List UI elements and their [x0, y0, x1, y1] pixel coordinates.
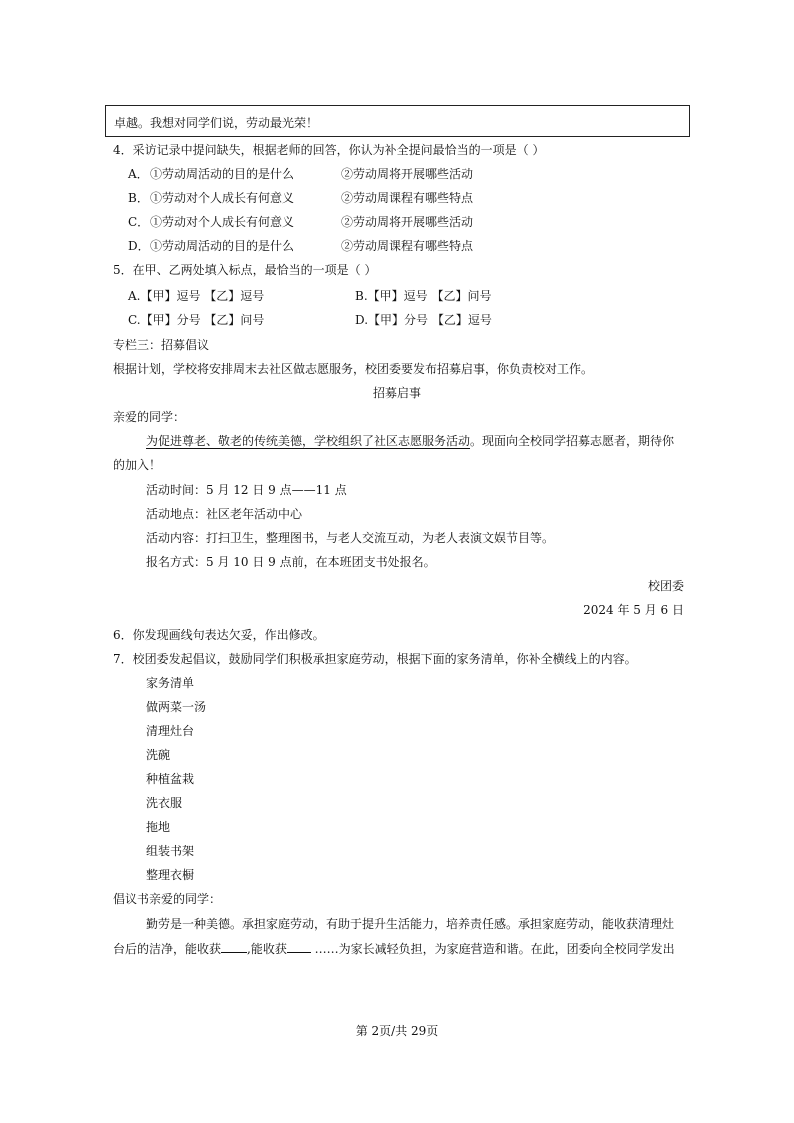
q5-stem: 5．在甲、乙两处填入标点，最恰当的一项是（ ）	[113, 263, 377, 277]
notice-signup: 报名方式：5 月 10 日 9 点前，在本班团支书处报名。	[146, 555, 436, 569]
page-footer: 第 2页/共 29页	[355, 1024, 439, 1038]
q5-option-d: D.【甲】分号 【乙】逗号	[355, 313, 492, 327]
notice-date: 2024 年 5 月 6 日	[583, 603, 684, 617]
q5-option-c: C.【甲】分号 【乙】问号	[128, 313, 265, 327]
q4-stem: 4．采访记录中提问缺失，根据老师的回答，你认为补全提问最恰当的一项是（ ）	[113, 143, 545, 157]
q4-option-a-second: ②劳动周将开展哪些活动	[341, 167, 474, 181]
proposal-line2-c: ……为家长减轻负担，为家庭营造和谐。在此，团委向全校同学发出	[310, 942, 675, 956]
q4-option-b-second: ②劳动周课程有哪些特点	[341, 191, 474, 205]
q4-option-d-first: ①劳动周活动的目的是什么	[150, 239, 295, 253]
proposal-line2	[113, 940, 675, 957]
chore-item: 洗衣服	[146, 796, 183, 810]
answer-blank-1[interactable]	[221, 940, 247, 953]
notice-title: 招募启事	[372, 386, 421, 400]
underlined-sentence: 为促进尊老、敬老的传统美德，学校组织了社区志愿服务活动	[146, 434, 471, 448]
q5-option-b: B.【甲】逗号 【乙】问号	[355, 289, 492, 303]
q4-option-c-first: ①劳动对个人成长有何意义	[150, 215, 295, 229]
notice-line1-rest: 。现面向全校同学招募志愿者，期待你	[470, 434, 675, 448]
notice-signer: 校团委	[647, 579, 684, 593]
chore-item: 种植盆栽	[146, 772, 195, 786]
proposal-title: 倡议书亲爱的同学：	[113, 892, 222, 906]
q6-stem: 6．你发现画线句表达欠妥，作出修改。	[113, 628, 325, 642]
chore-item: 整理衣橱	[146, 868, 195, 882]
section3-heading: 专栏三：招募倡议	[113, 338, 210, 352]
q4-option-a-first: ①劳动周活动的目的是什么	[150, 167, 295, 181]
chore-item: 清理灶台	[146, 724, 195, 738]
proposal-line2-a: 台后的洁净，能收获	[113, 942, 222, 956]
chore-item: 拖地	[146, 820, 171, 834]
q4-option-a-label: A．	[128, 167, 149, 181]
proposal-line1: 勤劳是一种美德。承担家庭劳动，有助于提升生活能力，培养责任感。承担家庭劳动，能收获清理灶	[146, 917, 675, 931]
q4-option-b-first: ①劳动对个人成长有何意义	[150, 191, 295, 205]
proposal-line2-b: ,能收获	[247, 942, 287, 956]
q5-option-a: A.【甲】逗号 【乙】逗号	[128, 289, 265, 303]
notice-line2: 的加入！	[113, 458, 162, 472]
quote-box	[105, 105, 690, 137]
section3-intro: 根据计划，学校将安排周末去社区做志愿服务，校团委要发布招募启事，你负责校对工作。	[113, 362, 594, 376]
chore-item: 洗碗	[146, 748, 171, 762]
chore-item: 组装书架	[146, 844, 195, 858]
answer-blank-2[interactable]	[287, 940, 311, 953]
notice-time: 活动时间：5 月 12 日 9 点——11 点	[146, 483, 347, 497]
box-text: 卓越。我想对同学们说，劳动最光荣！	[114, 116, 319, 130]
q7-stem: 7．校团委发起倡议，鼓励同学们积极承担家庭劳动，根据下面的家务清单，你补全横线上的内容。	[113, 652, 637, 666]
chore-list-title: 家务清单	[146, 676, 195, 690]
notice-place: 活动地点：社区老年活动中心	[146, 507, 303, 521]
q4-option-c-second: ②劳动周将开展哪些活动	[341, 215, 474, 229]
notice-greeting: 亲爱的同学：	[113, 410, 186, 424]
q4-option-c-label: C．	[128, 215, 150, 229]
chore-item: 做两菜一汤	[146, 700, 207, 714]
notice-line1	[146, 433, 674, 449]
q4-option-d-second: ②劳动周课程有哪些特点	[341, 239, 474, 253]
q4-option-b-label: B．	[128, 191, 149, 205]
notice-content: 活动内容：打扫卫生，整理图书，与老人交流互动，为老人表演文娱节目等。	[146, 531, 555, 545]
q4-option-d-label: D．	[128, 239, 150, 253]
